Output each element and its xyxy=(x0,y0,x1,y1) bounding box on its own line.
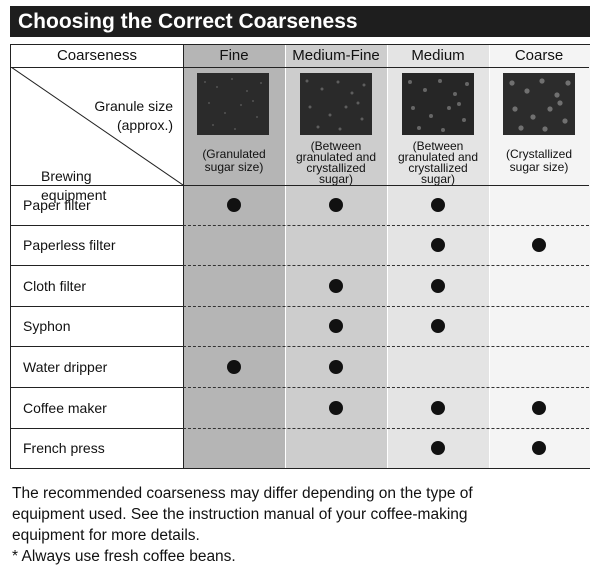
row-label-paper-filter: Paper filter xyxy=(23,197,91,213)
body-divider xyxy=(11,185,589,186)
coarseness-header: Coarseness xyxy=(56,47,138,64)
row-separator xyxy=(11,387,183,388)
medium-fine-granule-swatch xyxy=(300,73,372,135)
coarseness-table xyxy=(10,44,590,469)
row-separator xyxy=(11,428,183,429)
suitability-dot xyxy=(532,441,546,455)
fine-description xyxy=(183,148,285,174)
footnote xyxy=(12,483,592,567)
granule-line-1: Granule size xyxy=(94,98,173,114)
medium-fine-desc-line: granulated and xyxy=(295,150,377,164)
suitability-dot xyxy=(227,198,241,212)
granule-size-label xyxy=(94,97,173,135)
medium-fine-desc-line: (Between xyxy=(310,139,362,153)
suitability-dot xyxy=(329,360,343,374)
suitability-dot xyxy=(431,279,445,293)
brewing-line-2: equipment xyxy=(41,187,107,203)
footnote-line: equipment for more details. xyxy=(12,527,200,544)
row-separator-dashed xyxy=(183,306,589,307)
footnote-line: equipment used. See the instruction manual of your coffee-making xyxy=(12,506,468,523)
row-label-water-dripper: Water dripper xyxy=(23,359,108,375)
suitability-dot xyxy=(532,238,546,252)
suitability-dot xyxy=(329,198,343,212)
diagonal-header-cell xyxy=(11,67,183,203)
column-header-medium-fine: Medium-Fine xyxy=(292,47,380,64)
row-separator xyxy=(11,346,183,347)
medium-granule-swatch xyxy=(402,73,474,135)
row-separator xyxy=(11,306,183,307)
page-title: Choosing the Correct Coarseness xyxy=(10,6,590,37)
row-separator-dashed xyxy=(183,387,589,388)
row-label-syphon: Syphon xyxy=(23,318,71,334)
row-separator-dashed xyxy=(183,346,589,347)
medium-desc-line: crystallized xyxy=(408,161,468,175)
row-label-cloth-filter: Cloth filter xyxy=(23,278,87,294)
row-label-coffee-maker: Coffee maker xyxy=(23,400,107,416)
suitability-dot xyxy=(431,198,445,212)
medium-description xyxy=(387,141,489,185)
coarse-description xyxy=(489,148,589,174)
coarse-desc-line: sugar size) xyxy=(509,160,569,174)
row-separator-dashed xyxy=(183,265,589,266)
suitability-dot xyxy=(431,238,445,252)
medium-fine-description xyxy=(285,141,387,185)
suitability-dot xyxy=(431,401,445,415)
medium-desc-line: (Between xyxy=(412,139,464,153)
fine-desc-line: (Granulated xyxy=(202,147,266,161)
row-label-paperless-filter: Paperless filter xyxy=(23,237,116,253)
suitability-dot xyxy=(329,319,343,333)
footnote-line: The recommended coarseness may differ depending on the type of xyxy=(12,485,473,502)
coarse-granule-swatch xyxy=(503,73,575,135)
fine-desc-line: sugar size) xyxy=(204,160,264,174)
column-header-medium: Medium xyxy=(411,47,465,64)
medium-desc-line: sugar) xyxy=(420,172,455,186)
column-header-fine: Fine xyxy=(219,47,249,64)
row-separator xyxy=(11,265,183,266)
column-header-coarse: Coarse xyxy=(514,47,564,64)
row-separator-dashed xyxy=(183,428,589,429)
coarse-desc-line: (Crystallized xyxy=(505,147,572,161)
suitability-dot xyxy=(329,279,343,293)
row-separator xyxy=(11,225,183,226)
suitability-dot xyxy=(431,441,445,455)
granule-line-2: (approx.) xyxy=(116,117,173,133)
suitability-dot xyxy=(227,360,241,374)
medium-fine-desc-line: crystallized xyxy=(306,161,366,175)
row-separator-dashed xyxy=(183,225,589,226)
row-label-french-press: French press xyxy=(23,440,105,456)
footnote-tip: * Always use fresh coffee beans. xyxy=(12,548,236,565)
medium-fine-desc-line: sugar) xyxy=(318,172,353,186)
brewing-line-1: Brewing xyxy=(41,168,92,184)
suitability-dot xyxy=(532,401,546,415)
medium-desc-line: granulated and xyxy=(397,150,479,164)
suitability-dot xyxy=(431,319,445,333)
suitability-dot xyxy=(329,401,343,415)
fine-granule-swatch xyxy=(197,73,269,135)
